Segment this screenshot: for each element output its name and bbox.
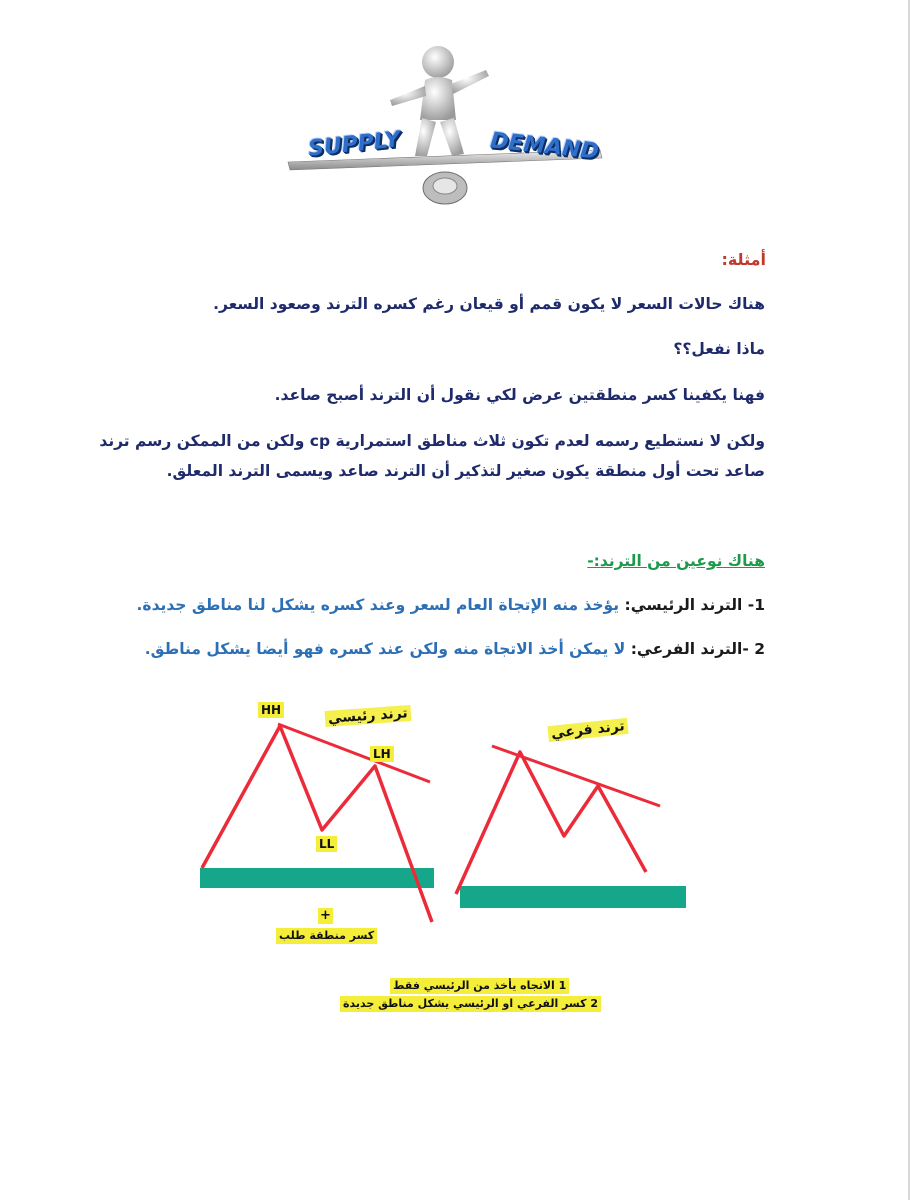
trend-diagram <box>190 690 710 1040</box>
paragraph-line-1: هناك حالات السعر لا يكون قمم أو قيعان رغم كسره الترند وصعود السعر. <box>213 295 765 313</box>
sub-trend-line <box>145 640 765 658</box>
sub-trend-description: لا يمكن أخذ الاتجاة منه ولكن عند كسره فهو أيضا يشكل مناطق. <box>144 640 626 658</box>
supply-text: SUPPLY <box>306 127 402 162</box>
sub-trend-line-drawn <box>492 746 660 806</box>
paragraph-line-5: صاعد تحت أول منطقة يكون صغير لتذكير أن الترند صاعد ويسمى الترند المعلق. <box>166 462 765 480</box>
main-trend-label: 1- الترند الرئيسي: <box>624 596 765 614</box>
demand-zone-left <box>200 868 434 888</box>
sub-trend-label: 2 -الترند الفرعي: <box>630 640 765 658</box>
paragraph-line-4: ولكن لا نستطيع رسمه لعدم تكون ثلاث مناطق استمرارية cp ولكن من الممكن رسم ترند <box>99 432 765 450</box>
main-price-path <box>202 726 432 922</box>
sub-price-path <box>456 752 646 894</box>
trend-types-heading: هناك نوعين من الترند:- <box>587 552 765 570</box>
lh-label: LH <box>370 746 394 762</box>
demand-zone-right <box>460 886 686 908</box>
main-trend-description: يؤخذ منه الإتجاة العام لسعر وعند كسره يشكل لنا مناطق جديدة. <box>136 596 620 614</box>
demand-text: DEMAND <box>488 128 600 165</box>
main-trend-tag: ترند رئيسي <box>325 705 412 727</box>
sub-trend-tag: ترند فرعي <box>547 718 628 742</box>
hh-label: HH <box>258 702 284 718</box>
paragraph-line-2: ماذا نفعل؟؟ <box>673 340 765 358</box>
break-demand-tag: كسر منطقة طلب <box>276 928 377 944</box>
paragraph-line-3: فهنا يكفينا كسر منطقتين عرض لكي نقول أن الترند أصبح صاعد. <box>274 386 765 404</box>
main-trend-line <box>137 596 765 614</box>
balance-figure-icon <box>280 40 610 220</box>
note-2: 2 كسر الفرعي او الرئيسي يشكل مناطق جديدة <box>340 996 601 1012</box>
supply-demand-logo <box>280 40 610 220</box>
ll-label: LL <box>316 836 337 852</box>
note-1: 1 الاتجاه يأخذ من الرئيسي فقط <box>390 978 569 994</box>
examples-heading: أمثلة: <box>721 250 766 269</box>
plus-marker: + <box>320 908 331 923</box>
